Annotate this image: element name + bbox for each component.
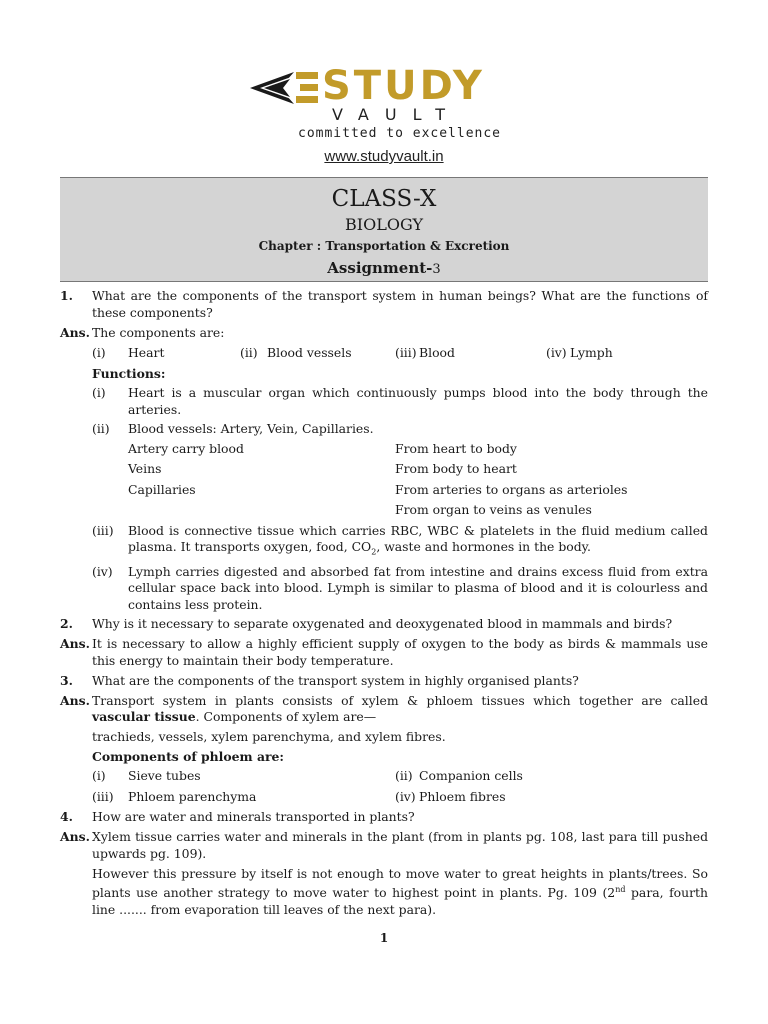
answer-label: Ans. bbox=[60, 636, 90, 652]
chapter-title: Chapter : Transportation & Excretion bbox=[258, 239, 510, 253]
logo-vault-text: VAULT bbox=[332, 105, 462, 124]
study-vault-logo bbox=[250, 63, 520, 146]
phloem-list bbox=[60, 768, 708, 807]
question-4 bbox=[60, 809, 708, 826]
question-number: 4. bbox=[60, 809, 73, 825]
answer-text: It is necessary to allow a highly efficient supply of oxygen to the body as birds & mammals use this energy to maintain their body temperature. bbox=[92, 636, 708, 668]
logo-tagline: committed to excellence bbox=[298, 126, 502, 141]
function-lymph: (iv) Lymph carries digested and absorbed fat from intestine and drains excess fluid from extra cellular space back into blood. Lymph is similar to plasma of blood and it is colourless and contains less protein. bbox=[92, 563, 708, 612]
list-item: (iii) Phloem parenchyma (iv) Phloem fibres bbox=[92, 788, 506, 804]
function-blood: (iii) Blood is connective tissue which carries RBC, WBC & platelets in the fluid medium called plasma. It transports oxygen, food, $CO_2$, waste and hormones in the body. bbox=[92, 522, 708, 557]
list-item: (i) Sieve tubes (ii) Companion cells bbox=[92, 768, 523, 784]
class-title: CLASS-X bbox=[331, 186, 437, 212]
function-vessels: (ii) Blood vessels: Artery, Vein, Capillaries. bbox=[92, 421, 374, 436]
components-list: (i) Heart (ii) Blood vessels (iii) Blood (iv) Lymph bbox=[92, 344, 613, 360]
answer-4 bbox=[60, 829, 708, 862]
answer-2 bbox=[60, 636, 708, 669]
function-heart: (i) Heart is a muscular organ which continuously pumps blood into the body through the arteries. bbox=[92, 385, 708, 417]
answer-text: The components are: bbox=[92, 324, 225, 340]
logo-wordmark: STUDY bbox=[322, 63, 485, 109]
question-text: What are the components of the transport system in highly organised plants? bbox=[92, 672, 579, 688]
title-banner bbox=[60, 177, 708, 282]
phloem-heading: Components of phloem are: bbox=[92, 748, 284, 764]
question-text: How are water and minerals transported in plants? bbox=[92, 809, 415, 825]
vessels-table bbox=[60, 441, 708, 521]
answer-label: Ans. bbox=[60, 829, 90, 845]
functions-heading: Functions: bbox=[92, 365, 166, 381]
question-3 bbox=[60, 673, 708, 690]
page-number: 1 bbox=[379, 931, 389, 945]
table-row: Capillaries From arteries to organs as arterioles bbox=[128, 481, 628, 497]
arrow-logo-icon bbox=[250, 68, 330, 108]
question-number: 2. bbox=[60, 616, 73, 632]
question-text: Why is it necessary to separate oxygenated and deoxygenated blood in mammals and birds? bbox=[92, 616, 673, 632]
question-text: What are the components of the transport system in human beings? What are the functions of these components? bbox=[92, 288, 708, 320]
answer-1 bbox=[60, 325, 708, 342]
assignment-title: Assignment-3 bbox=[327, 259, 441, 277]
assignment-content bbox=[60, 288, 708, 922]
table-row: Veins From body to heart bbox=[128, 461, 517, 476]
question-number: 3. bbox=[60, 672, 73, 688]
question-1 bbox=[60, 288, 708, 321]
answer-label: Ans. bbox=[60, 692, 90, 708]
answer-3: Ans. Transport system in plants consists of xylem & phloem tissues which together are called vascular tissue. Components of xylem are— bbox=[60, 692, 708, 725]
question-2 bbox=[60, 616, 708, 633]
website-link[interactable]: www.studyvault.in bbox=[324, 148, 444, 165]
question-number: 1. bbox=[60, 288, 73, 303]
answer-4-paragraph: However this pressure by itself is not enough to move water to great heights in plants/trees. So plants use another strategy to move water to highest point in plants. Pg. 109 (2nd para, fourth line ....... from evaporation till leaves of the next para). bbox=[92, 865, 709, 918]
table-row: From organ to veins as venules bbox=[395, 502, 592, 517]
table-row: Artery carry blood From heart to body bbox=[128, 440, 517, 456]
xylem-components: trachieds, vessels, xylem parenchyma, and xylem fibres. bbox=[92, 729, 446, 745]
subject-title: BIOLOGY bbox=[345, 215, 423, 234]
answer-label: Ans. bbox=[60, 324, 90, 340]
vascular-tissue-term: vascular tissue bbox=[92, 709, 196, 725]
answer-text: Xylem tissue carries water and minerals in the plant (from in plants pg. 108, last para till pushed upwards pg. 109). bbox=[92, 829, 708, 861]
